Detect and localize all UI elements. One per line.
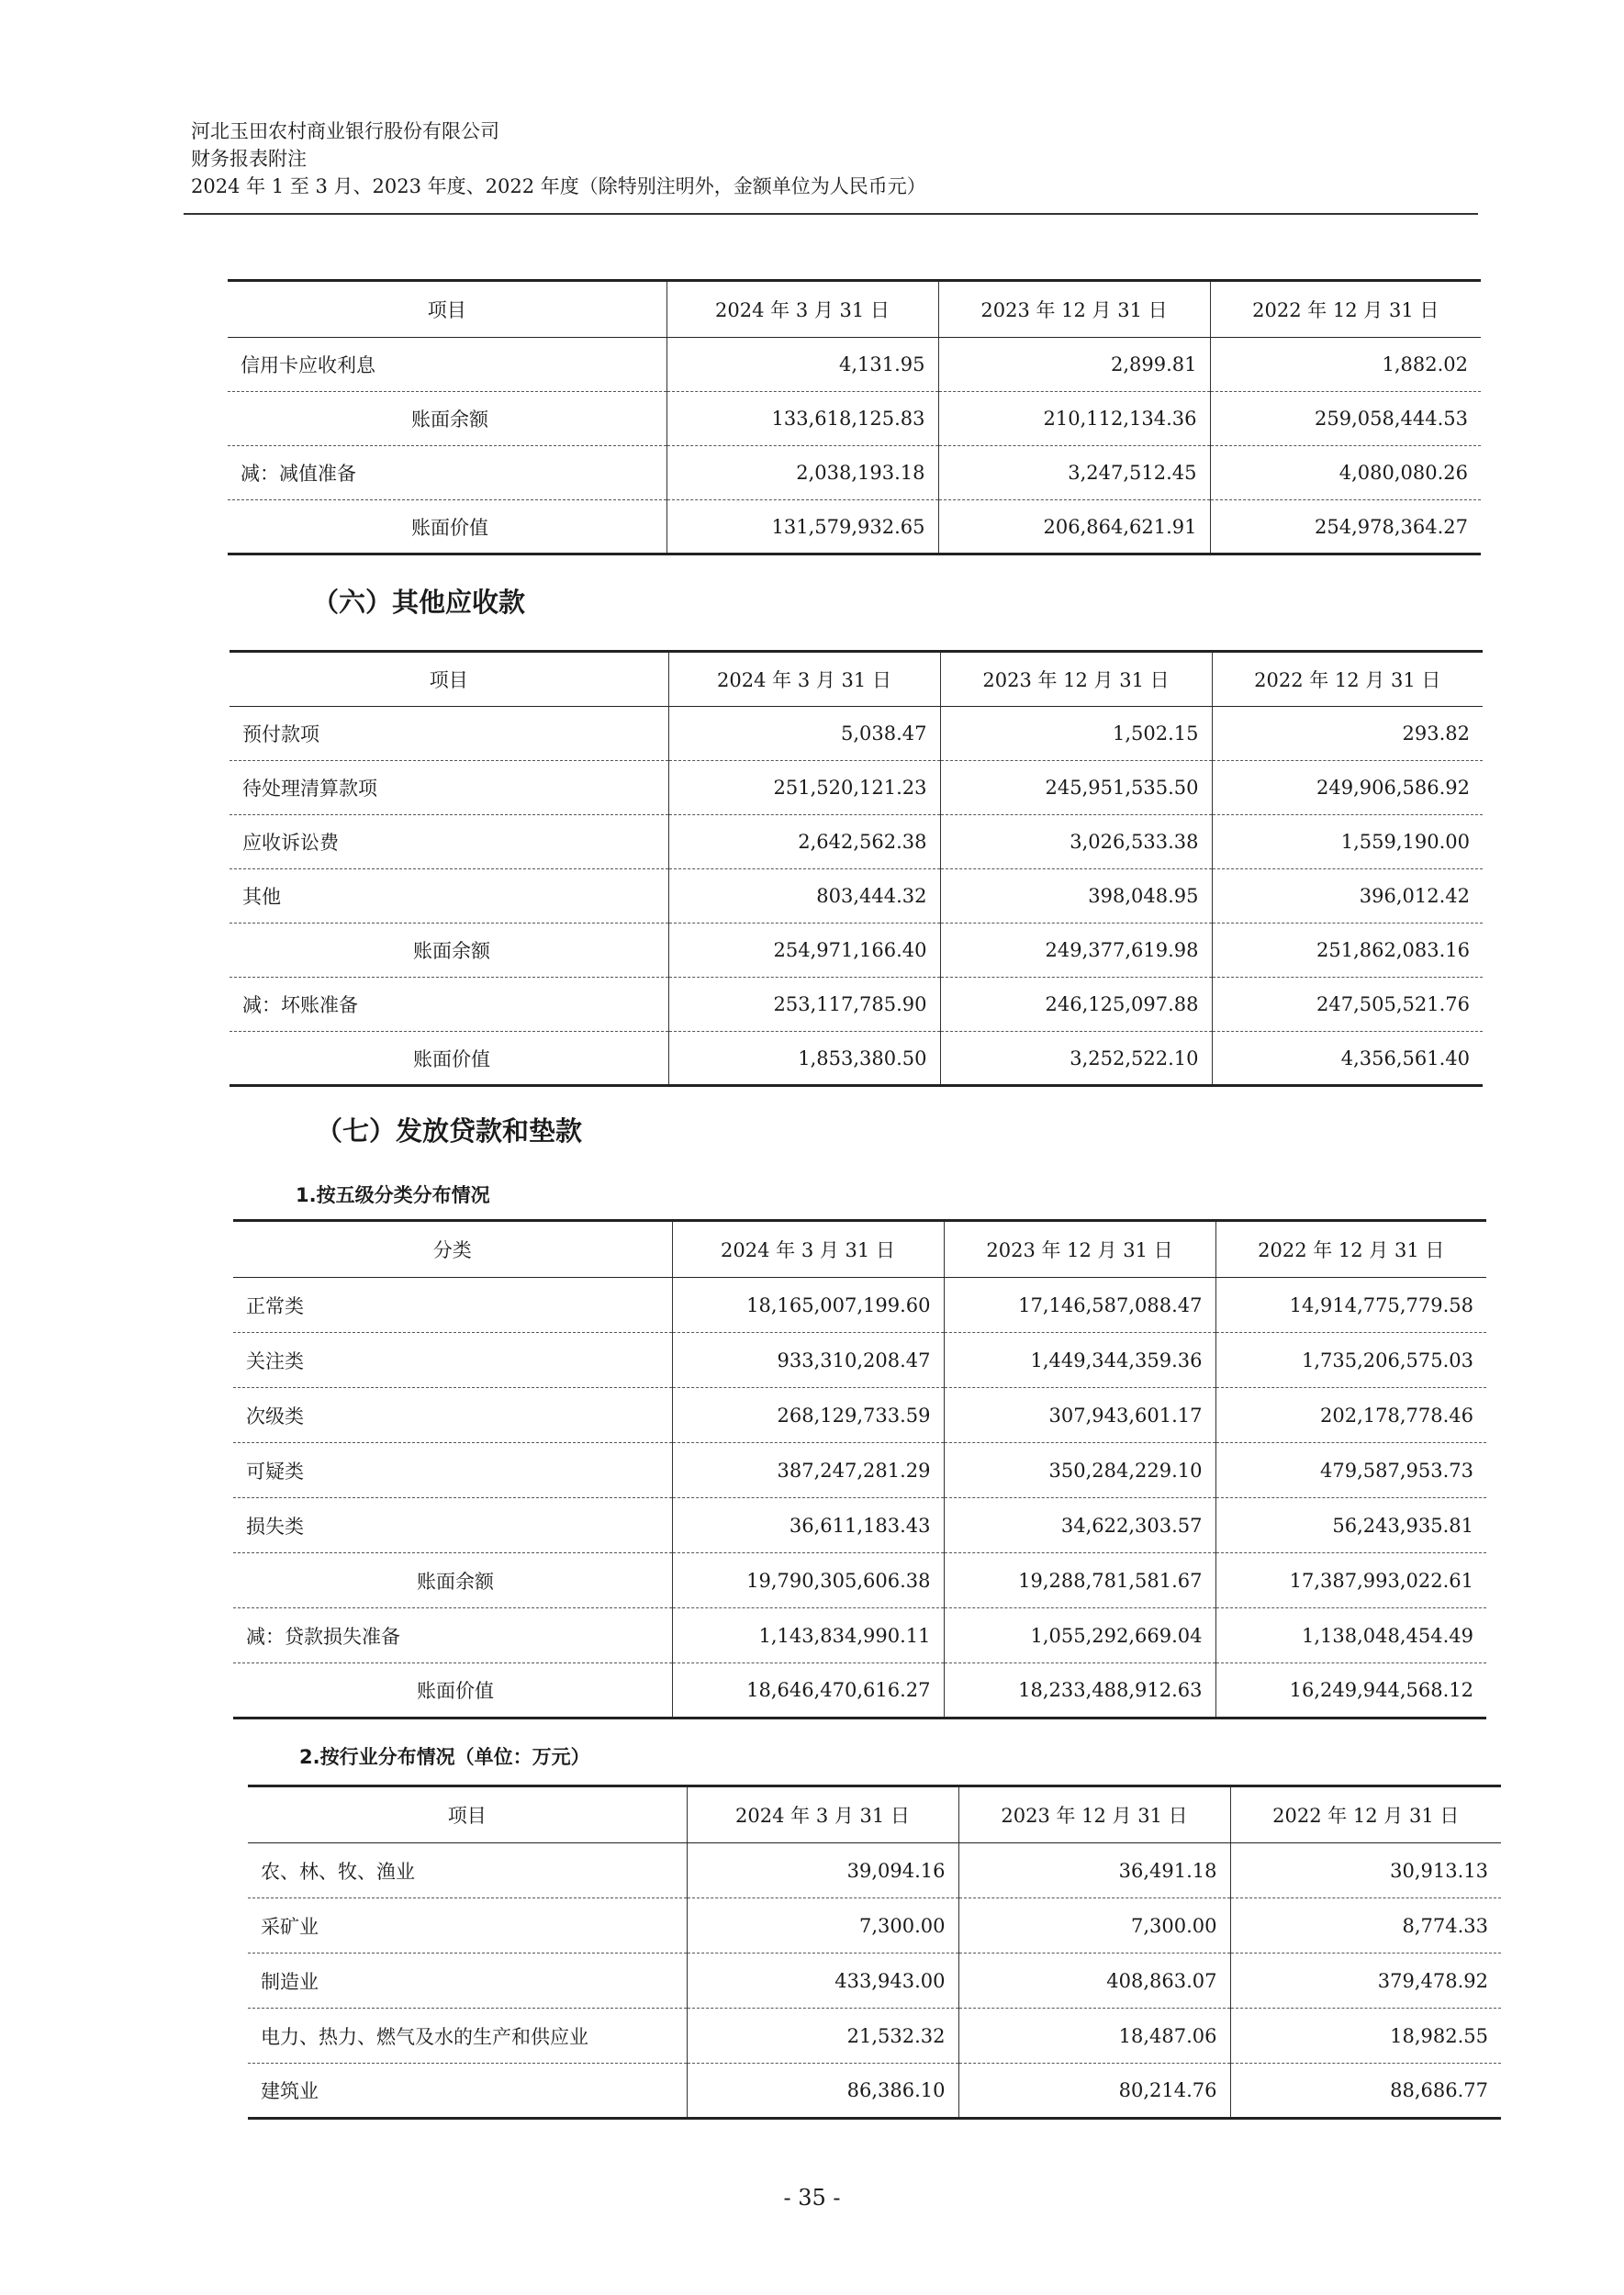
other-receivables-table: [230, 650, 1483, 1087]
cell-value: 1,559,190.00: [1212, 815, 1483, 869]
row-label: 其他: [230, 869, 668, 924]
cell-value: 253,117,785.90: [668, 978, 940, 1032]
cell-value: 933,310,208.47: [672, 1333, 944, 1388]
cell-value: 206,864,621.91: [938, 500, 1210, 554]
row-label: 关注类: [233, 1333, 672, 1388]
cell-value: 1,138,048,454.49: [1215, 1608, 1486, 1663]
cell-value: 34,622,303.57: [944, 1498, 1215, 1553]
col-header-item: 项目: [248, 1786, 687, 1843]
cell-value: 2,038,193.18: [666, 446, 938, 500]
cell-value: 293.82: [1212, 707, 1483, 761]
col-header-2022: 2022 年 12 月 31 日: [1210, 281, 1481, 338]
table-row: [228, 338, 1481, 392]
cell-value: 1,735,206,575.03: [1215, 1333, 1486, 1388]
row-label: 信用卡应收利息: [228, 338, 666, 392]
row-label: 减：减值准备: [228, 446, 666, 500]
table-row: [230, 978, 1483, 1032]
cell-value: 7,300.00: [958, 1898, 1230, 1954]
cell-value: 202,178,778.46: [1215, 1388, 1486, 1443]
cell-value: 387,247,281.29: [672, 1443, 944, 1498]
cell-value: 5,038.47: [668, 707, 940, 761]
table-row: [230, 924, 1483, 978]
cell-value: 254,971,166.40: [668, 924, 940, 978]
cell-value: 18,165,007,199.60: [672, 1278, 944, 1333]
row-label: 减：坏账准备: [230, 978, 668, 1032]
row-label: 账面价值: [233, 1663, 672, 1718]
row-label: 损失类: [233, 1498, 672, 1553]
table-row: [230, 869, 1483, 924]
cell-value: 88,686.77: [1230, 2064, 1501, 2119]
subtitle-industry-distribution: 2.按行业分布情况（单位：万元）: [299, 1746, 590, 1768]
table-row: [230, 707, 1483, 761]
table-row: [233, 1553, 1486, 1608]
cell-value: 3,252,522.10: [940, 1032, 1212, 1086]
row-label: 预付款项: [230, 707, 668, 761]
col-header-2022: 2022 年 12 月 31 日: [1212, 652, 1483, 707]
row-label: 账面余额: [233, 1553, 672, 1608]
cell-value: 19,288,781,581.67: [944, 1553, 1215, 1608]
table-row: [248, 1843, 1501, 1898]
section-title-loans-advances: （七）发放贷款和垫款: [316, 1115, 583, 1147]
table-row: [228, 392, 1481, 446]
cell-value: 268,129,733.59: [672, 1388, 944, 1443]
table-row: [233, 1443, 1486, 1498]
cell-value: 36,611,183.43: [672, 1498, 944, 1553]
row-label: 次级类: [233, 1388, 672, 1443]
cell-value: 1,882.02: [1210, 338, 1481, 392]
col-header-2023: 2023 年 12 月 31 日: [958, 1786, 1230, 1843]
cell-value: 307,943,601.17: [944, 1388, 1215, 1443]
col-header-2022: 2022 年 12 月 31 日: [1230, 1786, 1501, 1843]
cell-value: 1,853,380.50: [668, 1032, 940, 1086]
cell-value: 259,058,444.53: [1210, 392, 1481, 446]
report-title: 财务报表附注: [191, 148, 307, 170]
cell-value: 18,233,488,912.63: [944, 1663, 1215, 1718]
interest-receivable-table: [228, 279, 1481, 555]
section-title-other-receivables: （六）其他应收款: [312, 587, 526, 618]
cell-value: 8,774.33: [1230, 1898, 1501, 1954]
cell-value: 4,080,080.26: [1210, 446, 1481, 500]
table-row: [233, 1608, 1486, 1663]
cell-value: 133,618,125.83: [666, 392, 938, 446]
page-number: - 35 -: [783, 2185, 841, 2211]
cell-value: 245,951,535.50: [940, 761, 1212, 815]
cell-value: 396,012.42: [1212, 869, 1483, 924]
cell-value: 479,587,953.73: [1215, 1443, 1486, 1498]
col-header-2023: 2023 年 12 月 31 日: [938, 281, 1210, 338]
cell-value: 1,502.15: [940, 707, 1212, 761]
table-row: [248, 2064, 1501, 2119]
col-header-2023: 2023 年 12 月 31 日: [940, 652, 1212, 707]
cell-value: 251,520,121.23: [668, 761, 940, 815]
cell-value: 17,146,587,088.47: [944, 1278, 1215, 1333]
table-row: [233, 1278, 1486, 1333]
cell-value: 131,579,932.65: [666, 500, 938, 554]
table-row: [228, 500, 1481, 554]
cell-value: 2,642,562.38: [668, 815, 940, 869]
header-divider: [184, 213, 1478, 215]
table-row: [248, 2009, 1501, 2064]
col-header-2024: 2024 年 3 月 31 日: [668, 652, 940, 707]
table-row: [248, 1898, 1501, 1954]
cell-value: 17,387,993,022.61: [1215, 1553, 1486, 1608]
cell-value: 1,449,344,359.36: [944, 1333, 1215, 1388]
cell-value: 7,300.00: [687, 1898, 958, 1954]
table-row: [233, 1388, 1486, 1443]
table-row: [230, 815, 1483, 869]
cell-value: 56,243,935.81: [1215, 1498, 1486, 1553]
cell-value: 14,914,775,779.58: [1215, 1278, 1486, 1333]
row-label: 待处理清算款项: [230, 761, 668, 815]
cell-value: 3,247,512.45: [938, 446, 1210, 500]
cell-value: 2,899.81: [938, 338, 1210, 392]
cell-value: 254,978,364.27: [1210, 500, 1481, 554]
row-label: 可疑类: [233, 1443, 672, 1498]
cell-value: 4,356,561.40: [1212, 1032, 1483, 1086]
five-tier-classification-table: [233, 1219, 1486, 1719]
cell-value: 16,249,944,568.12: [1215, 1663, 1486, 1718]
company-name: 河北玉田农村商业银行股份有限公司: [191, 120, 499, 142]
document-header: [191, 118, 926, 200]
cell-value: 4,131.95: [666, 338, 938, 392]
table-row: [248, 1954, 1501, 2009]
cell-value: 80,214.76: [958, 2064, 1230, 2119]
cell-value: 30,913.13: [1230, 1843, 1501, 1898]
cell-value: 18,646,470,616.27: [672, 1663, 944, 1718]
cell-value: 39,094.16: [687, 1843, 958, 1898]
cell-value: 408,863.07: [958, 1954, 1230, 2009]
col-header-category: 分类: [233, 1221, 672, 1278]
cell-value: 210,112,134.36: [938, 392, 1210, 446]
cell-value: 18,487.06: [958, 2009, 1230, 2064]
cell-value: 379,478.92: [1230, 1954, 1501, 2009]
cell-value: 246,125,097.88: [940, 978, 1212, 1032]
cell-value: 86,386.10: [687, 2064, 958, 2119]
row-label: 正常类: [233, 1278, 672, 1333]
col-header-2024: 2024 年 3 月 31 日: [672, 1221, 944, 1278]
row-label: 采矿业: [248, 1898, 687, 1954]
cell-value: 19,790,305,606.38: [672, 1553, 944, 1608]
industry-distribution-table: [248, 1785, 1501, 2120]
row-label: 制造业: [248, 1954, 687, 2009]
row-label: 农、林、牧、渔业: [248, 1843, 687, 1898]
col-header-2024: 2024 年 3 月 31 日: [666, 281, 938, 338]
row-label: 应收诉讼费: [230, 815, 668, 869]
cell-value: 3,026,533.38: [940, 815, 1212, 869]
cell-value: 21,532.32: [687, 2009, 958, 2064]
col-header-2023: 2023 年 12 月 31 日: [944, 1221, 1215, 1278]
subtitle-five-tier-classification: 1.按五级分类分布情况: [296, 1184, 490, 1206]
table-row: [230, 1032, 1483, 1086]
row-label: 减：贷款损失准备: [233, 1608, 672, 1663]
col-header-item: 项目: [230, 652, 668, 707]
cell-value: 247,505,521.76: [1212, 978, 1483, 1032]
cell-value: 36,491.18: [958, 1843, 1230, 1898]
table-row: [233, 1498, 1486, 1553]
row-label: 账面余额: [230, 924, 668, 978]
table-row: [228, 446, 1481, 500]
table-row: [233, 1333, 1486, 1388]
row-label: 账面价值: [230, 1032, 668, 1086]
col-header-2022: 2022 年 12 月 31 日: [1215, 1221, 1486, 1278]
cell-value: 433,943.00: [687, 1954, 958, 2009]
row-label: 建筑业: [248, 2064, 687, 2119]
cell-value: 398,048.95: [940, 869, 1212, 924]
col-header-item: 项目: [228, 281, 666, 338]
cell-value: 251,862,083.16: [1212, 924, 1483, 978]
cell-value: 350,284,229.10: [944, 1443, 1215, 1498]
cell-value: 18,982.55: [1230, 2009, 1501, 2064]
row-label: 账面余额: [228, 392, 666, 446]
col-header-2024: 2024 年 3 月 31 日: [687, 1786, 958, 1843]
table-row: [233, 1663, 1486, 1718]
row-label: 账面价值: [228, 500, 666, 554]
row-label: 电力、热力、燃气及水的生产和供应业: [248, 2009, 687, 2064]
cell-value: 803,444.32: [668, 869, 940, 924]
cell-value: 249,377,619.98: [940, 924, 1212, 978]
report-period: 2024 年 1 至 3 月、2023 年度、2022 年度（除特别注明外，金额单位为人民币元）: [191, 175, 926, 197]
cell-value: 1,143,834,990.11: [672, 1608, 944, 1663]
table-row: [230, 761, 1483, 815]
cell-value: 1,055,292,669.04: [944, 1608, 1215, 1663]
cell-value: 249,906,586.92: [1212, 761, 1483, 815]
